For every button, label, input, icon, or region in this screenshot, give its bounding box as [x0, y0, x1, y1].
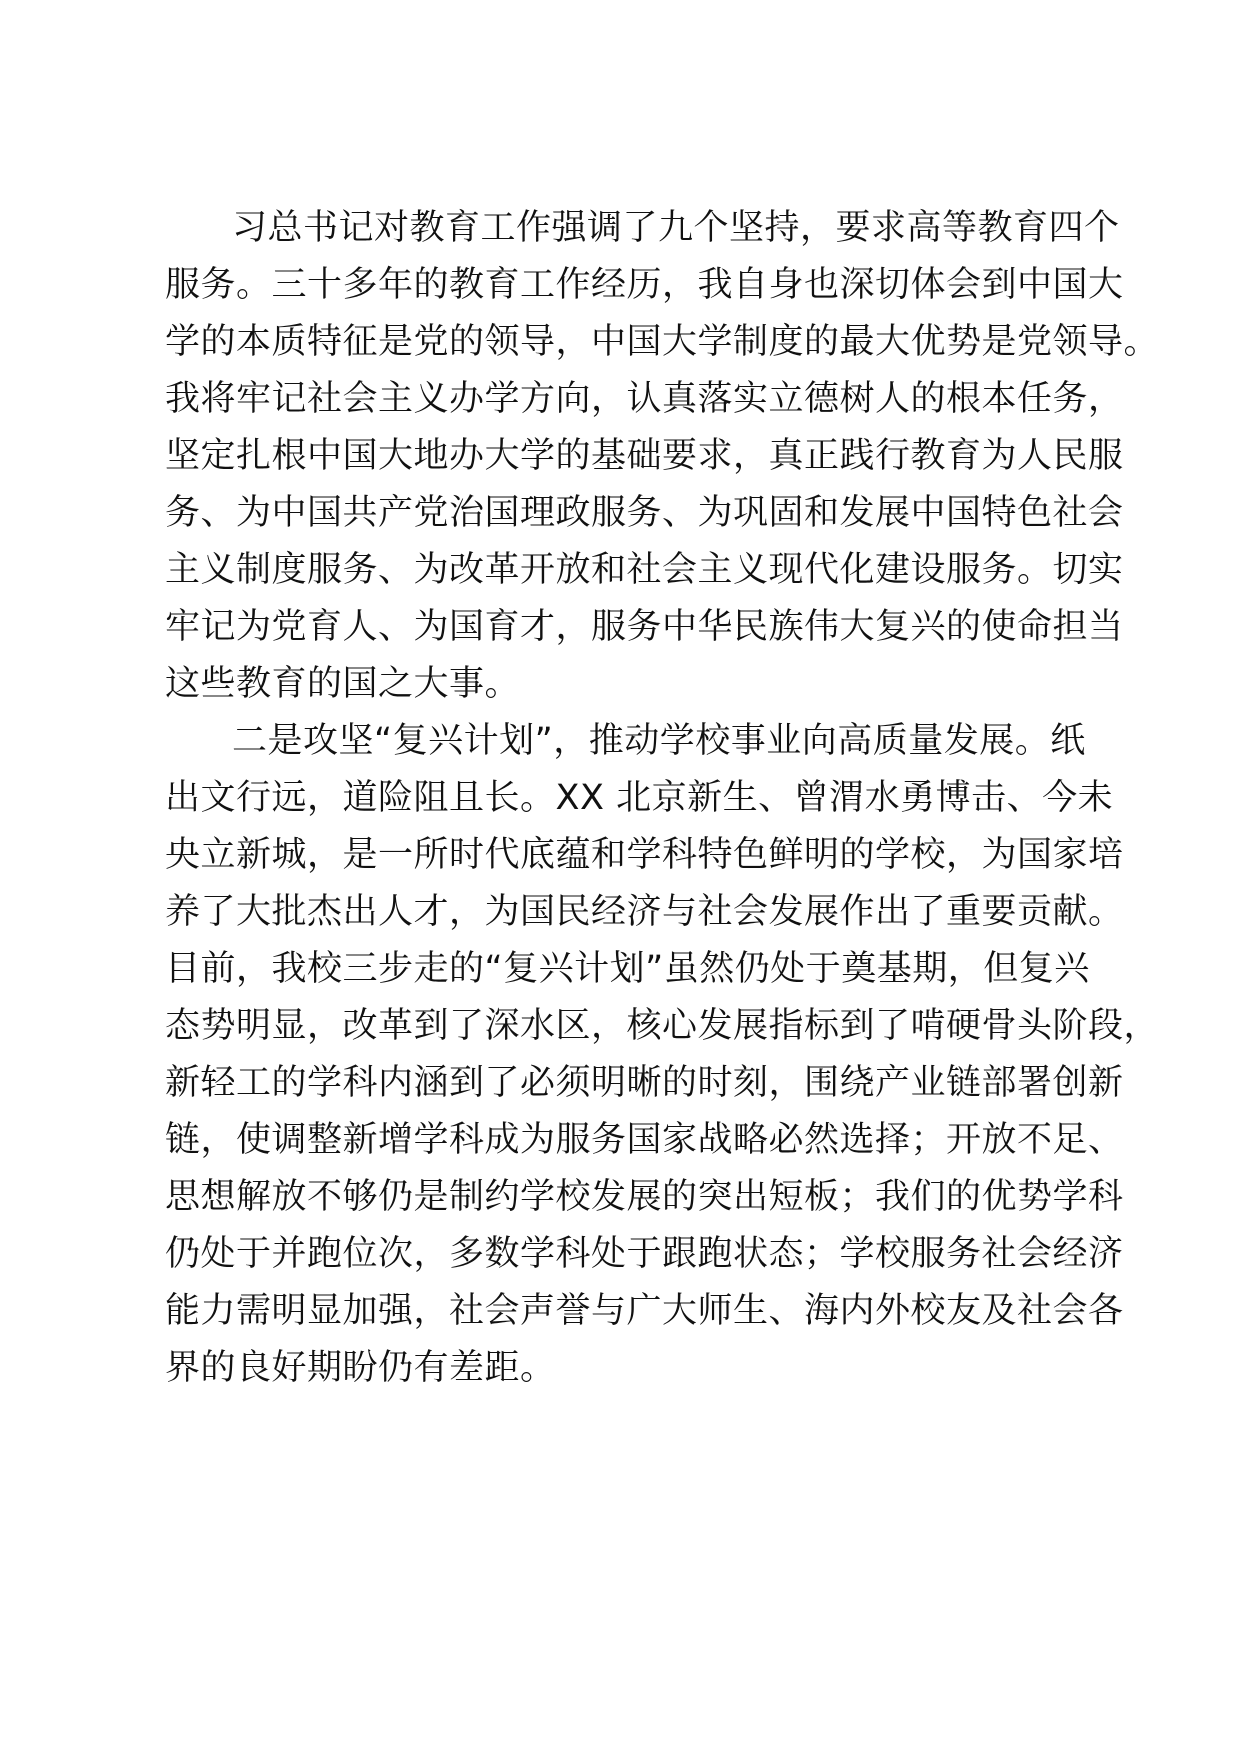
paragraph-2-line-2: 出文行远，道险阻且长。XX 北京新生、曾渭水勇博击、今未 — [165, 778, 1114, 818]
paragraph-1-line-3: 学的本质特征是党的领导，中国大学制度的最大优势是党领导。 — [165, 322, 1160, 362]
paragraph-1-line-7: 主义制度服务、为改革开放和社会主义现代化建设服务。切实 — [165, 550, 1124, 590]
paragraph-1-line-4: 我将牢记社会主义办学方向，认真落实立德树人的根本任务， — [165, 379, 1124, 419]
paragraph-1-line-1: 习总书记对教育工作强调了九个坚持，要求高等教育四个 — [232, 208, 1120, 248]
paragraph-1-line-2: 服务。三十多年的教育工作经历，我自身也深切体会到中国大 — [165, 265, 1124, 305]
paragraph-1-line-5: 坚定扎根中国大地办大学的基础要求，真正践行教育为人民服 — [165, 436, 1124, 476]
paragraph-1-line-9: 这些教育的国之大事。 — [165, 664, 521, 704]
paragraph-2-line-3: 央立新城，是一所时代底蕴和学科特色鲜明的学校，为国家培 — [165, 835, 1124, 875]
paragraph-2-line-11: 能力需明显加强，社会声誉与广大师生、海内外校友及社会各 — [165, 1291, 1124, 1331]
paragraph-2-line-5: 目前，我校三步走的“复兴计划”虽然仍处于奠基期，但复兴 — [165, 949, 1090, 989]
paragraph-1-line-6: 务、为中国共产党治国理政服务、为巩固和发展中国特色社会 — [165, 493, 1124, 533]
paragraph-2-line-4: 养了大批杰出人才，为国民经济与社会发展作出了重要贡献。 — [165, 892, 1124, 932]
paragraph-2-line-7: 新轻工的学科内涵到了必须明晰的时刻，围绕产业链部署创新 — [165, 1063, 1124, 1103]
paragraph-2-line-1: 二是攻坚“复兴计划”，推动学校事业向高质量发展。纸 — [232, 721, 1086, 761]
paragraph-2-line-10: 仍处于并跑位次，多数学科处于跟跑状态；学校服务社会经济 — [165, 1234, 1124, 1274]
paragraph-2-line-6: 态势明显，改革到了深水区，核心发展指标到了啃硬骨头阶段， — [165, 1006, 1160, 1046]
paragraph-2-line-12: 界的良好期盼仍有差距。 — [165, 1348, 556, 1388]
paragraph-1-line-8: 牢记为党育人、为国育才，服务中华民族伟大复兴的使命担当 — [165, 607, 1124, 647]
paragraph-2-line-8: 链，使调整新增学科成为服务国家战略必然选择；开放不足、 — [165, 1120, 1124, 1160]
paragraph-2-line-9: 思想解放不够仍是制约学校发展的突出短板；我们的优势学科 — [165, 1177, 1124, 1217]
